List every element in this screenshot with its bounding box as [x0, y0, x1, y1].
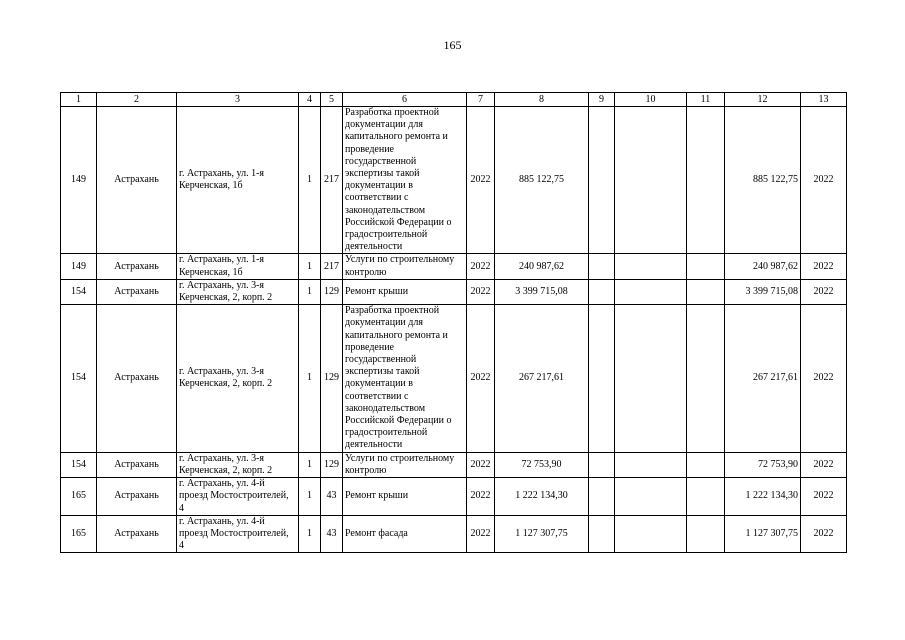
city-cell: Астрахань — [97, 515, 177, 553]
col5-cell: 129 — [321, 305, 343, 452]
col9-cell — [589, 107, 615, 254]
row-number-cell: 165 — [61, 515, 97, 553]
year-cell: 2022 — [467, 279, 495, 304]
col4-cell: 1 — [299, 107, 321, 254]
col9-cell — [589, 305, 615, 452]
year-cell: 2022 — [467, 515, 495, 553]
col5-cell: 217 — [321, 107, 343, 254]
col10-cell — [615, 515, 687, 553]
row-number-cell: 149 — [61, 254, 97, 279]
header-cell: 7 — [467, 93, 495, 107]
header-cell: 13 — [801, 93, 847, 107]
row-number-cell: 165 — [61, 478, 97, 516]
col10-cell — [615, 478, 687, 516]
plan-year-cell: 2022 — [801, 305, 847, 452]
header-cell: 8 — [495, 93, 589, 107]
total-cost-cell: 1 127 307,75 — [725, 515, 801, 553]
total-cost-cell: 240 987,62 — [725, 254, 801, 279]
year-cell: 2022 — [467, 478, 495, 516]
plan-year-cell: 2022 — [801, 478, 847, 516]
work-type-cell: Ремонт крыши — [343, 478, 467, 516]
header-cell: 1 — [61, 93, 97, 107]
col10-cell — [615, 107, 687, 254]
table-row — [61, 515, 847, 553]
header-cell: 3 — [177, 93, 299, 107]
row-number-cell: 154 — [61, 279, 97, 304]
col10-cell — [615, 452, 687, 477]
city-cell: Астрахань — [97, 452, 177, 477]
total-cost-cell: 72 753,90 — [725, 452, 801, 477]
total-cost-cell: 885 122,75 — [725, 107, 801, 254]
col9-cell — [589, 515, 615, 553]
plan-year-cell: 2022 — [801, 452, 847, 477]
col4-cell: 1 — [299, 478, 321, 516]
header-cell: 6 — [343, 93, 467, 107]
plan-year-cell: 2022 — [801, 107, 847, 254]
header-cell: 9 — [589, 93, 615, 107]
col4-cell: 1 — [299, 279, 321, 304]
row-number-cell: 154 — [61, 452, 97, 477]
col11-cell — [687, 107, 725, 254]
header-row — [61, 93, 847, 107]
work-type-cell: Ремонт фасада — [343, 515, 467, 553]
col5-cell: 129 — [321, 279, 343, 304]
address-cell: г. Астрахань, ул. 1-я Керченская, 1б — [177, 107, 299, 254]
col11-cell — [687, 515, 725, 553]
col9-cell — [589, 279, 615, 304]
work-type-cell: Разработка проектной документации для капитального ремонта и проведение государственной экспертизы такой документации в соответствии с законодательством Российской Федерации о градостроительной деятельности — [343, 107, 467, 254]
city-cell: Астрахань — [97, 305, 177, 452]
col5-cell: 217 — [321, 254, 343, 279]
col11-cell — [687, 279, 725, 304]
total-cost-cell: 1 222 134,30 — [725, 478, 801, 516]
year-cell: 2022 — [467, 107, 495, 254]
col11-cell — [687, 452, 725, 477]
year-cell: 2022 — [467, 254, 495, 279]
col4-cell: 1 — [299, 452, 321, 477]
header-cell: 5 — [321, 93, 343, 107]
col9-cell — [589, 478, 615, 516]
repair-schedule-table — [60, 92, 847, 553]
col9-cell — [589, 254, 615, 279]
work-type-cell: Услуги по строительному контролю — [343, 254, 467, 279]
row-number-cell: 149 — [61, 107, 97, 254]
col9-cell — [589, 452, 615, 477]
total-cost-cell: 3 399 715,08 — [725, 279, 801, 304]
year-cell: 2022 — [467, 305, 495, 452]
cost-cell: 885 122,75 — [495, 107, 589, 254]
col11-cell — [687, 254, 725, 279]
address-cell: г. Астрахань, ул. 3-я Керченская, 2, корп. 2 — [177, 279, 299, 304]
cost-cell: 240 987,62 — [495, 254, 589, 279]
col10-cell — [615, 254, 687, 279]
work-type-cell: Разработка проектной документации для капитального ремонта и проведение государственной экспертизы такой документации в соответствии с законодательством Российской Федерации о градостроительной деятельности — [343, 305, 467, 452]
col5-cell: 129 — [321, 452, 343, 477]
table-row — [61, 279, 847, 304]
col11-cell — [687, 305, 725, 452]
table-row — [61, 305, 847, 452]
col4-cell: 1 — [299, 305, 321, 452]
col4-cell: 1 — [299, 515, 321, 553]
total-cost-cell: 267 217,61 — [725, 305, 801, 452]
col10-cell — [615, 305, 687, 452]
address-cell: г. Астрахань, ул. 3-я Керченская, 2, корп. 2 — [177, 305, 299, 452]
city-cell: Астрахань — [97, 478, 177, 516]
address-cell: г. Астрахань, ул. 4-й проезд Мостостроителей, 4 — [177, 478, 299, 516]
header-cell: 11 — [687, 93, 725, 107]
col5-cell: 43 — [321, 478, 343, 516]
plan-year-cell: 2022 — [801, 279, 847, 304]
table-row — [61, 478, 847, 516]
cost-cell: 1 222 134,30 — [495, 478, 589, 516]
cost-cell: 267 217,61 — [495, 305, 589, 452]
year-cell: 2022 — [467, 452, 495, 477]
page-number: 165 — [443, 38, 462, 52]
city-cell: Астрахань — [97, 254, 177, 279]
cost-cell: 3 399 715,08 — [495, 279, 589, 304]
work-type-cell: Ремонт крыши — [343, 279, 467, 304]
col5-cell: 43 — [321, 515, 343, 553]
col11-cell — [687, 478, 725, 516]
table-row — [61, 452, 847, 477]
cost-cell: 72 753,90 — [495, 452, 589, 477]
cost-cell: 1 127 307,75 — [495, 515, 589, 553]
header-cell: 4 — [299, 93, 321, 107]
header-cell: 12 — [725, 93, 801, 107]
col4-cell: 1 — [299, 254, 321, 279]
table-row — [61, 107, 847, 254]
plan-year-cell: 2022 — [801, 515, 847, 553]
city-cell: Астрахань — [97, 279, 177, 304]
header-cell: 10 — [615, 93, 687, 107]
plan-year-cell: 2022 — [801, 254, 847, 279]
col10-cell — [615, 279, 687, 304]
address-cell: г. Астрахань, ул. 3-я Керченская, 2, корп. 2 — [177, 452, 299, 477]
address-cell: г. Астрахань, ул. 4-й проезд Мостостроителей, 4 — [177, 515, 299, 553]
address-cell: г. Астрахань, ул. 1-я Керченская, 1б — [177, 254, 299, 279]
table-row — [61, 254, 847, 279]
city-cell: Астрахань — [97, 107, 177, 254]
work-type-cell: Услуги по строительному контролю — [343, 452, 467, 477]
row-number-cell: 154 — [61, 305, 97, 452]
header-cell: 2 — [97, 93, 177, 107]
